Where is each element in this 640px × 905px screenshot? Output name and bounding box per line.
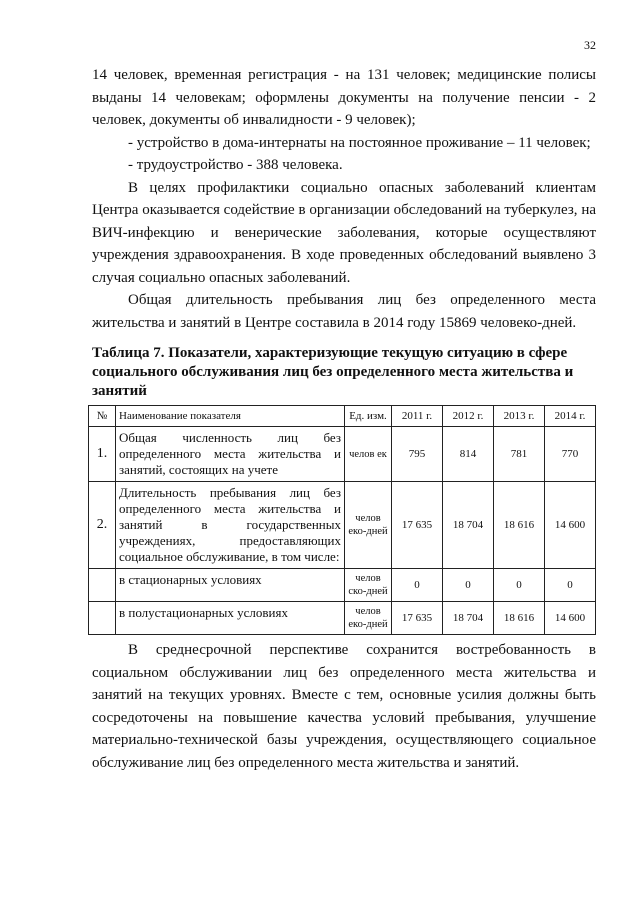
- row-value-2013: 0: [494, 569, 545, 602]
- table-header-row: [89, 406, 596, 427]
- row-value-2013: 18 616: [494, 602, 545, 635]
- paragraph-1: 14 человек, временная регистрация - на 131 человек; медицинские полисы выданы 14 человекам; оформлены документы на получение пенсии - 2 человек, документы об инвалидности - 9 человек);: [92, 67, 596, 128]
- row-value-2011: 0: [392, 569, 443, 602]
- row-value-2012: 814: [443, 427, 494, 482]
- page-number: 32: [584, 38, 596, 52]
- row-name: в стационарных условиях: [116, 569, 345, 602]
- row-num: [89, 569, 116, 602]
- row-value-2014: 0: [545, 569, 596, 602]
- header-year-2011: 2011 г.: [392, 406, 443, 427]
- header-name: Наименование показателя: [116, 406, 345, 427]
- row-value-2011: 17 635: [392, 602, 443, 635]
- table-row: [89, 602, 596, 635]
- paragraph-5: Общая длительность пребывания лиц без определенного места жительства и занятий в Центре составила в 2014 году 15869 человеко-дней.: [92, 292, 596, 331]
- paragraph-3: - трудоустройство - 388 человека.: [128, 157, 343, 173]
- row-value-2014: 14 600: [545, 602, 596, 635]
- row-value-2013: 781: [494, 427, 545, 482]
- row-value-2014: 14 600: [545, 482, 596, 569]
- row-value-2011: 795: [392, 427, 443, 482]
- row-unit: челов ек: [345, 427, 392, 482]
- row-num: 1.: [89, 427, 116, 482]
- header-year-2013: 2013 г.: [494, 406, 545, 427]
- paragraph-4: В целях профилактики социально опасных заболеваний клиентам Центра оказывается содействие в организации обследований на туберкулез, на ВИЧ-инфекцию и венерические заболевания, которые осуществляют учреждения здравоохранения. В ходе проведенных обследований выявлено 3 случая социально опасных заболеваний.: [92, 179, 596, 286]
- row-value-2011: 17 635: [392, 482, 443, 569]
- row-name: в полустационарных условиях: [116, 602, 345, 635]
- indicators-table: [88, 405, 596, 635]
- row-value-2014: 770: [545, 427, 596, 482]
- row-unit: челов ско-дней: [345, 569, 392, 602]
- table-row: [89, 482, 596, 569]
- table-caption: Таблица 7. Показатели, характеризующие текущую ситуацию в сфере социального обслуживания лиц без определенного места жительства и занятий: [92, 345, 574, 399]
- paragraph-2: - устройство в дома-интернаты на постоянное проживание – 11 человек;: [128, 134, 591, 151]
- row-unit: челов еко-дней: [345, 482, 392, 569]
- row-num: 2.: [89, 482, 116, 569]
- paragraph-6: В среднесрочной перспективе сохранится востребованность в социальном обслуживании лиц без определенного места жительства и занятий на текущих уровнях. Вместе с тем, основные усилия должны быть сосредоточены на повышение качества условий пребывания, улучшение материально-технической базы учреждения, осуществляющего социальное обслуживание лиц без определенного места жительства и занятий.: [92, 642, 596, 771]
- row-value-2012: 18 704: [443, 602, 494, 635]
- header-unit: Ед. изм.: [345, 406, 392, 427]
- row-name: Длительность пребывания лиц без определенного места жительства и занятий в государственных учреждениях, предоставляющих социальное обслуживание, в том числе:: [116, 482, 345, 569]
- header-num: №: [89, 406, 116, 427]
- row-num: [89, 602, 116, 635]
- header-year-2012: 2012 г.: [443, 406, 494, 427]
- row-unit: челов еко-дней: [345, 602, 392, 635]
- header-year-2014: 2014 г.: [545, 406, 596, 427]
- document-body: [92, 64, 596, 774]
- table-row: [89, 569, 596, 602]
- row-value-2012: 18 704: [443, 482, 494, 569]
- row-name: Общая численность лиц без определенного места жительства и занятий, состоящих на учете: [116, 427, 345, 482]
- row-value-2013: 18 616: [494, 482, 545, 569]
- table-row: [89, 427, 596, 482]
- row-value-2012: 0: [443, 569, 494, 602]
